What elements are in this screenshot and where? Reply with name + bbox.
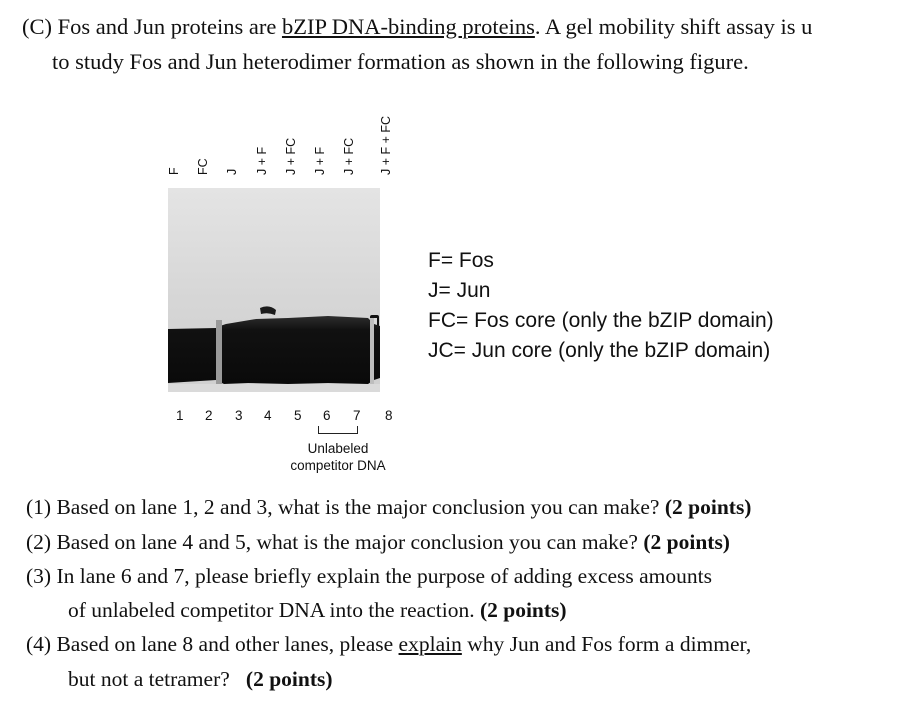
lane-label-6: J + F (313, 146, 327, 175)
question-3-continuation (68, 598, 567, 623)
gel-figure (160, 90, 410, 490)
lane-number-7: 7 (353, 408, 361, 423)
intro-line-1 (22, 14, 812, 40)
lane-number-6: 6 (323, 408, 331, 423)
lane-number-8: 8 (385, 408, 393, 423)
legend-item-jun-core: JC= Jun core (only the bZIP domain) (428, 339, 771, 362)
lane-label-2: FC (196, 158, 210, 175)
question-4-continuation (68, 667, 333, 692)
lane-number-1: 1 (176, 408, 184, 423)
legend-item-fos-core: FC= Fos core (only the bZIP domain) (428, 309, 774, 332)
question-3: (3) In lane 6 and 7, please briefly explain the purpose of adding excess amounts (26, 564, 712, 588)
question-2 (26, 530, 730, 555)
lane-label-8: J + F + FC (379, 115, 393, 175)
question-3-points: (2 points) (479, 598, 567, 622)
abbreviation-legend (428, 246, 774, 366)
competitor-label-line-1: Unlabeled (307, 441, 369, 456)
legend-item-fos: F= Fos (428, 249, 494, 272)
intro-prefix: (C) Fos and Jun proteins are (22, 14, 282, 39)
question-4-underlined: explain (398, 632, 462, 656)
gel-image (168, 188, 380, 392)
lane-number-3: 3 (235, 408, 243, 423)
intro-suffix: . A gel mobility shift assay is u (534, 14, 813, 39)
question-4-prefix: (4) Based on lane 8 and other lanes, please (26, 632, 399, 656)
competitor-bracket (318, 426, 358, 434)
lane-label-1: F (167, 167, 181, 175)
question-2-points: (2 points) (643, 530, 730, 554)
question-4 (26, 632, 751, 657)
question-4-suffix: why Jun and Fos form a dimmer, (461, 632, 752, 656)
legend-item-jun: J= Jun (428, 279, 491, 302)
question-2-text: (2) Based on lane 4 and 5, what is the major conclusion you can make? (26, 530, 644, 554)
question-3-cont-text: of unlabeled competitor DNA into the reaction. (68, 598, 480, 622)
lane-number-2: 2 (205, 408, 213, 423)
question-1-text: (1) Based on lane 1, 2 and 3, what is the major conclusion you can make? (26, 495, 665, 519)
lane-label-4: J + F (255, 146, 269, 175)
competitor-label-line-2: competitor DNA (290, 458, 386, 473)
question-4-cont-text: but not a tetramer? (68, 667, 246, 691)
lane-label-3: J (225, 168, 239, 175)
lane-number-4: 4 (264, 408, 272, 423)
intro-line-2: to study Fos and Jun heterodimer formation as shown in the following figure. (52, 49, 749, 74)
gel-bands (168, 188, 380, 392)
lane-number-5: 5 (294, 408, 302, 423)
competitor-label (278, 440, 398, 474)
question-4-points: (2 points) (245, 667, 333, 691)
lane-label-7: J + FC (342, 137, 356, 175)
question-1 (26, 495, 751, 520)
question-1-points: (2 points) (664, 495, 752, 519)
intro-underlined-term: bZIP DNA-binding proteins (281, 14, 535, 39)
lane-label-5: J + FC (284, 137, 298, 175)
